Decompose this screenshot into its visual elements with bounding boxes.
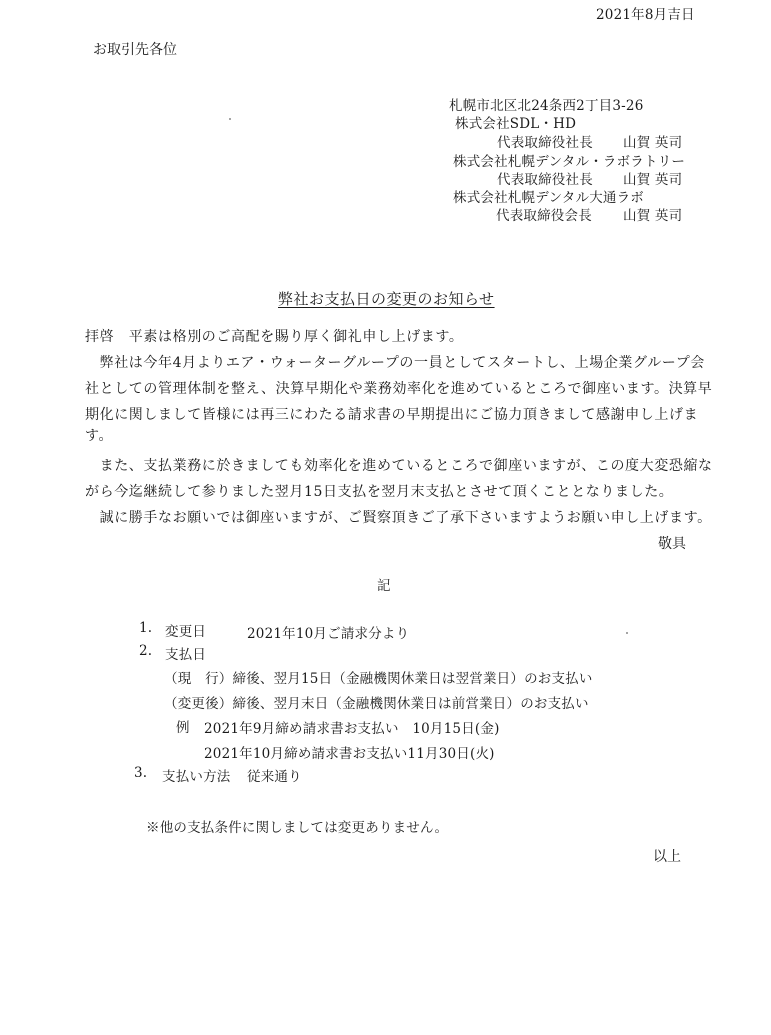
- closing-keigu: 敬具: [658, 536, 686, 552]
- sender-company-1: 株式会社SDL・HD: [455, 116, 577, 132]
- document-title: 弊社お支払日の変更のお知らせ: [278, 290, 495, 308]
- end-ijo: 以上: [653, 849, 681, 865]
- scan-speck: [229, 118, 231, 120]
- changed-payment-rule: （変更後）締後、翌月末日（金融機関休業日は前営業日）のお支払い: [164, 696, 589, 712]
- issue-date: 2021年8月吉日: [596, 7, 695, 23]
- item-2-label: 支払日: [165, 647, 207, 663]
- body-line: 拝啓 平素は格別のご高配を賜り厚く御礼申し上げます。: [85, 329, 464, 345]
- sender-company-3: 株式会社札幌デンタル大通ラボ: [453, 190, 644, 206]
- item-1-value: 2021年10月ご請求分より: [247, 626, 410, 642]
- sender-company-2: 株式会社札幌デンタル・ラボラトリー: [453, 154, 686, 170]
- note: ※他の支払条件に関しましては変更ありません。: [146, 820, 449, 836]
- body-line: 期化に関しまして皆様には再三にわたる請求書の早期提出にご協力頂きまして感謝申し上げま: [85, 407, 699, 423]
- example-line-1: 2021年9月締め請求書お支払い 10月15日(金): [204, 721, 500, 737]
- item-3-label: 支払い方法: [162, 769, 231, 785]
- body-line: がら今迄継続して参りました翌月15日支払を翌月末支払とさせて頂くこととなりました。: [85, 484, 674, 500]
- example-label: 例: [176, 720, 190, 736]
- sender-person-1: 山賀 英司: [623, 135, 683, 151]
- item-3-value: 従来通り: [247, 769, 302, 785]
- sender-role-1: 代表取締役社長: [497, 135, 593, 151]
- sender-address: 札幌市北区北24条西2丁目3-26: [449, 98, 644, 114]
- sender-person-3: 山賀 英司: [623, 208, 683, 224]
- sender-role-3: 代表取締役会長: [496, 208, 592, 224]
- body-line: 社としての管理体制を整え、決算早期化や業務効率化を進めているところで御座います。決算早: [85, 381, 713, 397]
- sender-role-2: 代表取締役社長: [497, 172, 593, 188]
- body-line: また、支払業務に於きましても効率化を進めているところで御座いますが、この度大変恐縮な: [85, 458, 713, 474]
- item-1-number: 1.: [139, 620, 153, 636]
- item-2-number: 2.: [139, 643, 153, 659]
- item-3-number: 3.: [134, 765, 148, 781]
- example-line-2: 2021年10月締め請求書お支払い11月30日(火): [204, 746, 495, 762]
- ki-heading: 記: [377, 578, 391, 594]
- scan-speck: [626, 632, 628, 634]
- current-payment-rule: （現 行）締後、翌月15日（金融機関休業日は翌営業日）のお支払い: [164, 671, 593, 687]
- body-line: 弊社は今年4月よりエア・ウォーターグループの一員としてスタートし、上場企業グループ会: [85, 355, 705, 371]
- body-line: す。: [85, 428, 114, 444]
- sender-person-2: 山賀 英司: [623, 172, 683, 188]
- item-1-label: 変更日: [165, 624, 207, 640]
- body-line: 誠に勝手なお願いでは御座いますが、ご賢察頂きご了承下さいますようお願い申し上げます。: [85, 510, 712, 526]
- recipient: お取引先各位: [93, 42, 177, 58]
